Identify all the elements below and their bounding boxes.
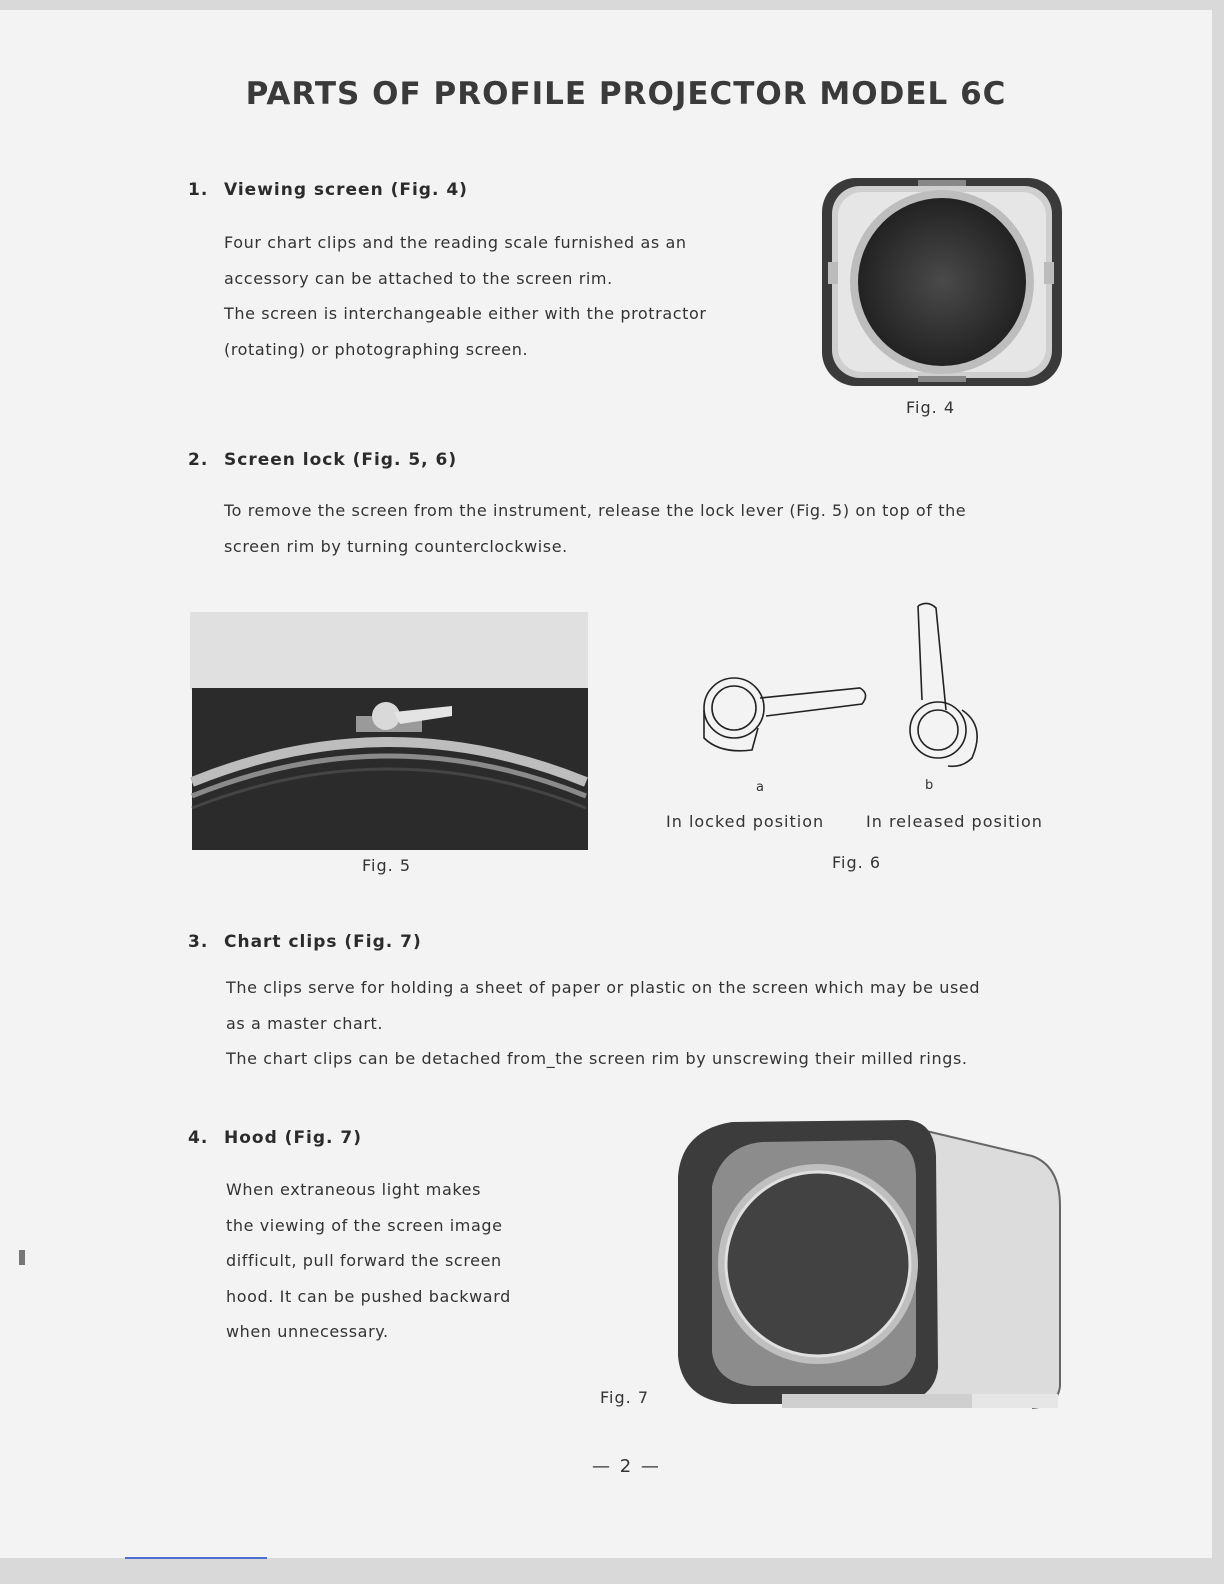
section-number: 2. xyxy=(188,450,209,470)
section-3-body xyxy=(226,970,1086,1077)
paragraph-line: as a master chart. xyxy=(226,1013,384,1033)
section-number: 3. xyxy=(188,932,209,952)
fig-6-locked-caption: In locked position xyxy=(666,812,825,831)
paragraph-line: difficult, pull forward the screen xyxy=(226,1251,502,1270)
lock-lever-diagram xyxy=(700,600,1000,780)
fig-6-released-caption: In released position xyxy=(866,812,1043,831)
viewing-screen-photo xyxy=(818,172,1066,390)
screen-hood-photo xyxy=(672,1116,1066,1412)
fig-6-label-a: a xyxy=(756,780,765,795)
section-2-heading xyxy=(188,450,457,470)
section-3-heading xyxy=(188,932,422,952)
paragraph-line: To remove the screen from the instrument, release the lock lever (Fig. 5) on top of the xyxy=(224,501,967,520)
scan-mark xyxy=(19,1250,25,1265)
fig-4-caption: Fig. 4 xyxy=(906,398,955,417)
page-title: PARTS OF PROFILE PROJECTOR MODEL 6C xyxy=(245,76,1007,112)
paragraph-line: (rotating) or photographing screen. xyxy=(224,339,529,359)
paragraph-line: when unnecessary. xyxy=(226,1322,389,1341)
paragraph-line: screen rim by turning counterclockwise. xyxy=(224,536,568,556)
section-1-body xyxy=(224,225,764,367)
paragraph-line: The clips serve for holding a sheet of paper or plastic on the screen which may be used xyxy=(226,978,981,997)
paragraph-line: When extraneous light makes xyxy=(226,1180,482,1199)
paragraph-line: The chart clips can be detached from_the screen rim by unscrewing their milled rings. xyxy=(226,1049,968,1068)
section-title: Chart clips (Fig. 7) xyxy=(224,932,422,952)
paragraph-line: The screen is interchangeable either with the protractor xyxy=(224,304,707,323)
section-2-body xyxy=(224,493,1084,564)
section-title: Screen lock (Fig. 5, 6) xyxy=(224,450,458,470)
section-title: Hood (Fig. 7) xyxy=(224,1128,363,1148)
paragraph-line: accessory can be attached to the screen rim. xyxy=(224,268,613,288)
page-number: — 2 — xyxy=(592,1456,661,1477)
fig-5-caption: Fig. 5 xyxy=(362,856,411,875)
fig-6-label-b: b xyxy=(925,778,935,793)
section-4-heading xyxy=(188,1128,362,1148)
paragraph-line: Four chart clips and the reading scale furnished as an xyxy=(224,233,687,252)
section-number: 4. xyxy=(188,1128,209,1148)
section-1-heading xyxy=(188,180,468,200)
fig-7-caption: Fig. 7 xyxy=(600,1388,649,1407)
screen-lock-photo xyxy=(190,612,588,850)
section-4-body xyxy=(226,1172,546,1350)
section-title: Viewing screen (Fig. 4) xyxy=(224,180,468,200)
fig-6-caption: Fig. 6 xyxy=(832,853,881,872)
paragraph-line: the viewing of the screen image xyxy=(226,1215,503,1235)
section-number: 1. xyxy=(188,180,209,200)
paragraph-line: hood. It can be pushed backward xyxy=(226,1286,511,1306)
footer-line xyxy=(125,1557,267,1559)
